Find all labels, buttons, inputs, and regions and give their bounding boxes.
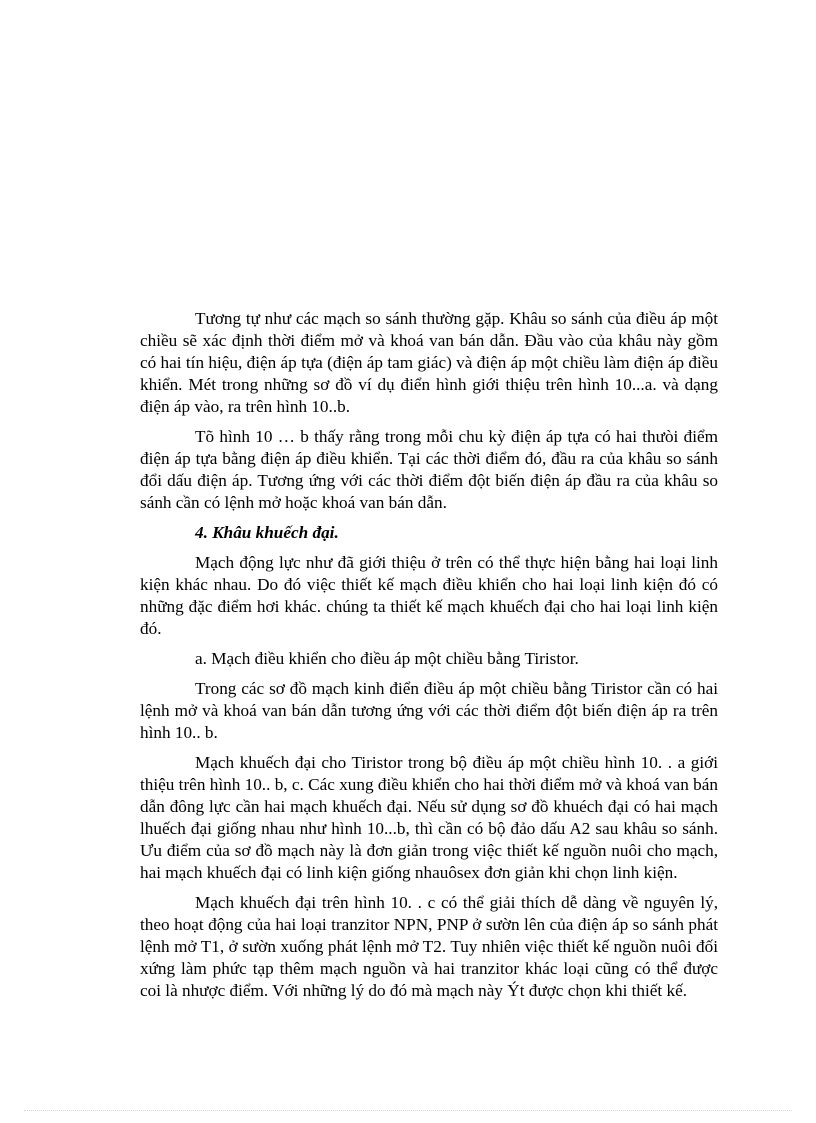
paragraph-comparator-timing: Tõ hình 10 … b thấy rằng trong mỗi chu kỳ điện áp tựa có hai thưòi điểm điện áp tựa bằng điện áp điều khiển. Tại các thời điểm đó, đầu ra của khâu so sánh đổi dấu điện áp. Tương ứng với các thời điểm đột biến điện áp đầu ra của khâu so sánh cần có lệnh mở hoặc khoá van bán dẫn. xyxy=(140,427,718,512)
section-heading-amplifier: 4. Khâu khuếch đại. xyxy=(195,523,339,542)
paragraph-amplifier-intro: Mạch động lực như đã giới thiệu ở trên có thể thực hiện bằng hai loại linh kiện khác nhau. Do đó việc thiết kế mạch điều khiển cho hai loại linh kiện đó có những đặc điểm hơi khác. chúng ta thiết kế mạch khuếch đại cho hai loại linh kiện đó. xyxy=(140,553,718,638)
page-bottom-divider xyxy=(24,1110,792,1111)
paragraph-tiristor-amplifier: Mạch khuếch đại cho Tiristor trong bộ điều áp một chiều hình 10. . a giới thiệu trên hình 10.. b, c. Các xung điều khiển cho hai thời điểm mở và khoá van bán dẫn đông lực cần hai mạch khuếch đại. Nếu sử dụng sơ đồ khuéch đại có hai mạch lhuếch đại giống nhau như hình 10...b, thì cần có bộ đảo dấu A2 sau khâu so sánh. Ưu điểm của sơ đồ mạch này là đơn giản trong việc thiết kế nguồn nuôi cho mạch, hai mạch khuếch đại có linh kiện giống nhauôsex đơn giản khi chọn linh kiện. xyxy=(140,753,718,882)
page-body xyxy=(140,308,718,1010)
paragraph-tiristor-commands: Trong các sơ đồ mạch kinh điển điều áp một chiều bằng Tiristor cần có hai lệnh mở và khoá van bán dẫn tương ứng với các thời điểm đột biến điện áp ra trên hình 10.. b. xyxy=(140,679,718,742)
subheading-tiristor-control: a. Mạch điều khiển cho điều áp một chiều bằng Tiristor. xyxy=(195,649,579,668)
paragraph-npn-pnp-amplifier: Mạch khuếch đại trên hình 10. . c có thể giải thích dễ dàng về nguyên lý, theo hoạt động của hai loại tranzitor NPN, PNP ở sườn lên của điện áp so sánh phát lệnh mở T1, ở sườn xuống phát lệnh mở T2. Tuy nhiên việc thiết kế nguồn nuôi đối xứng làm phức tạp thêm mạch nguồn và hai tranzitor khác loại cũng có thể được coi là nhược điểm. Với những lý do đó mà mạch này Ýt được chọn khi thiết kế. xyxy=(140,893,718,1000)
paragraph-comparator-overview: Tương tự như các mạch so sánh thường gặp. Khâu so sánh của điều áp một chiều sẽ xác định thời điểm mở và khoá van bán dẫn. Đầu vào của khâu này gồm có hai tín hiệu, điện áp tựa (điện áp tam giác) và điện áp một chiều làm điện áp điều khiển. Mét trong những sơ đồ ví dụ điển hình giới thiệu trên hình 10...a. và dạng điện áp vào, ra trên hình 10..b. xyxy=(140,309,718,416)
